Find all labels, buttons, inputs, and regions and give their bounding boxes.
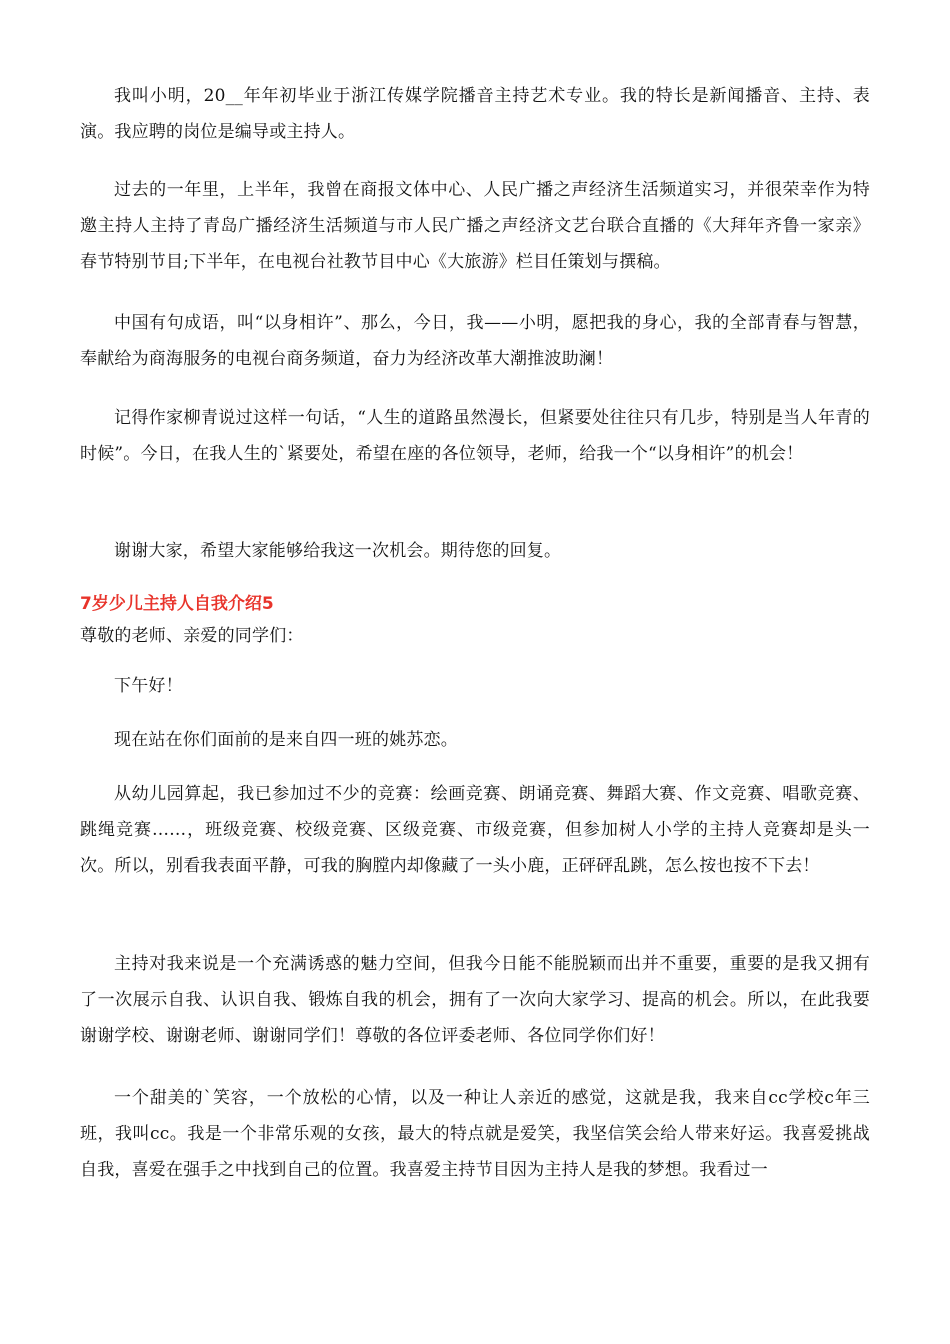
paragraph-thanks: 谢谢大家，希望大家能够给我这一次机会。期待您的回复。 <box>114 541 562 561</box>
paragraph-hosting: 主持对我来说是一个充满诱惑的魅力空间，但我今日能不能脱颖而出并不重要，重要的是我又拥有了一次展示自我、认识自我、锻炼自我的机会，拥有了一次向大家学习、提高的机会。所以，在此我要谢谢学校、谢谢老师、谢谢同学们！尊敬的各位评委老师、各位同学你们好！ <box>80 954 870 1046</box>
paragraph-idiom: 中国有句成语，叫“以身相许”、那么，今日，我——小明，愿把我的身心，我的全部青春与智慧，奉献给为商海服务的电视台商务频道，奋力为经济改革大潮推波助澜！ <box>80 313 870 369</box>
paragraph-intro: 我叫小明，20__年年初毕业于浙江传媒学院播音主持艺术专业。我的特长是新闻播音、主持、表演。我应聘的岗位是编导或主持人。 <box>80 86 870 142</box>
paragraph-competitions: 从幼儿园算起，我已参加过不少的竞赛：绘画竞赛、朗诵竞赛、舞蹈大赛、作文竞赛、唱歌竞赛、跳绳竞赛……，班级竞赛、校级竞赛、区级竞赛、市级竞赛，但参加树人小学的主持人竞赛却是头一次。所以，别看我表面平静，可我的胸膛内却像藏了一头小鹿，正砰砰乱跳，怎么按也按不下去！ <box>80 784 870 876</box>
paragraph-experience: 过去的一年里，上半年，我曾在商报文体中心、人民广播之声经济生活频道实习，并很荣幸作为特邀主持人主持了青岛广播经济生活频道与市人民广播之声经济文艺台联合直播的《大拜年齐鲁一家亲》春节特别节目;下半年，在电视台社教节目中心《大旅游》栏目任策划与撰稿。 <box>80 180 870 272</box>
paragraph-greeting: 下午好！ <box>114 676 183 696</box>
paragraph-self-intro: 现在站在你们面前的是来自四一班的姚苏恋。 <box>114 730 458 750</box>
paragraph-salutation: 尊敬的老师、亲爱的同学们： <box>80 626 304 646</box>
paragraph-smile: 一个甜美的`笑容，一个放松的心情，以及一种让人亲近的感觉，这就是我，我来自cc学校c年三班，我叫cc。我是一个非常乐观的女孩，最大的特点就是爱笑，我坚信笑会给人带来好运。我喜爱挑战自我，喜爱在强手之中找到自己的位置。我喜爱主持节目因为主持人是我的梦想。我看过一 <box>80 1088 870 1180</box>
paragraph-quote: 记得作家柳青说过这样一句话，“人生的道路虽然漫长，但紧要处往往只有几步，特别是当人年青的时候”。今日，在我人生的`紧要处，希望在座的各位领导，老师，给我一个“以身相许”的机会！ <box>80 408 870 464</box>
section-heading: 7岁少儿主持人自我介绍5 <box>80 594 274 614</box>
